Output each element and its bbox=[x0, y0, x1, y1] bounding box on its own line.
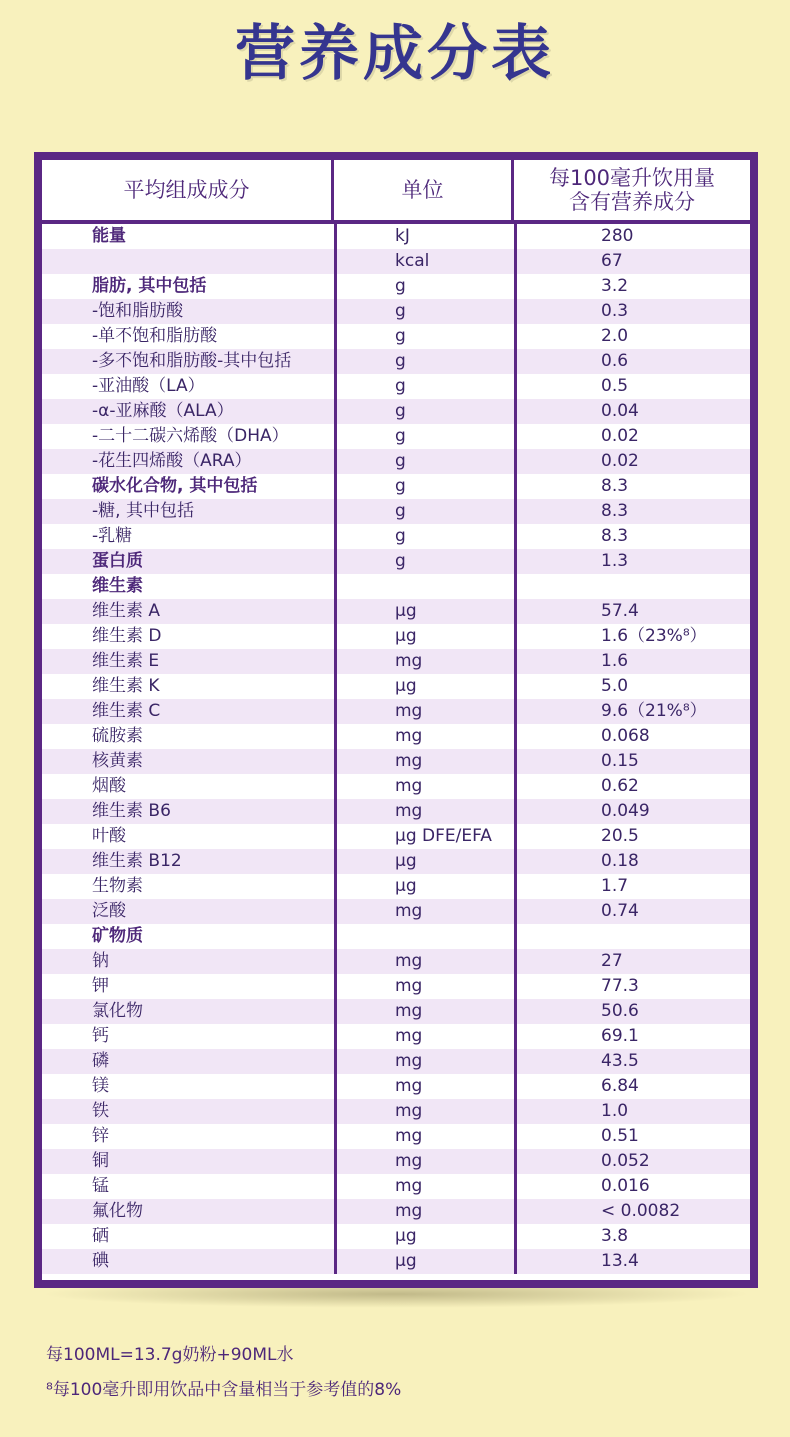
table-row bbox=[42, 499, 750, 524]
header-value-line2: 含有营养成分 bbox=[569, 190, 695, 214]
nutrient-unit: µg DFE/EFA bbox=[334, 824, 514, 849]
header-name: 平均组成成分 bbox=[42, 160, 334, 220]
nutrient-value: 2.0 bbox=[514, 324, 750, 349]
nutrient-name: 碳水化合物, 其中包括 bbox=[92, 476, 258, 496]
nutrient-value: 1.6（23%⁸） bbox=[514, 624, 750, 649]
table-row bbox=[42, 274, 750, 299]
table-row bbox=[42, 799, 750, 824]
table-row bbox=[42, 1049, 750, 1074]
nutrient-name: 锌 bbox=[92, 1126, 109, 1146]
table-row bbox=[42, 1199, 750, 1224]
nutrient-value: 0.6 bbox=[514, 349, 750, 374]
nutrient-value: 0.15 bbox=[514, 749, 750, 774]
nutrient-unit: mg bbox=[334, 999, 514, 1024]
nutrient-name: -乳糖 bbox=[92, 526, 133, 546]
nutrient-name: 维生素 K bbox=[92, 676, 160, 696]
nutrient-name: 磷 bbox=[92, 1051, 109, 1071]
nutrient-value: 280 bbox=[514, 224, 750, 249]
nutrient-unit: g bbox=[334, 399, 514, 424]
nutrient-name: 锰 bbox=[92, 1176, 109, 1196]
nutrient-unit: mg bbox=[334, 1199, 514, 1224]
footnote-reference: ⁸每100毫升即用饮品中含量相当于参考值的8% bbox=[46, 1380, 402, 1400]
nutrient-unit: g bbox=[334, 324, 514, 349]
table-row bbox=[42, 1174, 750, 1199]
nutrient-unit: mg bbox=[334, 774, 514, 799]
nutrient-value: 3.8 bbox=[514, 1224, 750, 1249]
table-row bbox=[42, 1024, 750, 1049]
table-row bbox=[42, 324, 750, 349]
table-row bbox=[42, 749, 750, 774]
nutrient-unit: mg bbox=[334, 749, 514, 774]
table-row bbox=[42, 299, 750, 324]
nutrient-value bbox=[514, 924, 750, 949]
table-row bbox=[42, 374, 750, 399]
nutrient-unit: g bbox=[334, 449, 514, 474]
table-body bbox=[42, 224, 750, 1274]
nutrient-value: 9.6（21%⁸） bbox=[514, 699, 750, 724]
nutrient-name: 硫胺素 bbox=[92, 726, 143, 746]
table-row bbox=[42, 524, 750, 549]
nutrient-name: -花生四烯酸（ARA） bbox=[92, 451, 252, 471]
table-row bbox=[42, 424, 750, 449]
table-row bbox=[42, 549, 750, 574]
nutrient-unit: mg bbox=[334, 1174, 514, 1199]
nutrient-value: 57.4 bbox=[514, 599, 750, 624]
nutrient-name: 铁 bbox=[92, 1101, 109, 1121]
nutrient-value: 0.02 bbox=[514, 449, 750, 474]
nutrient-value: 1.6 bbox=[514, 649, 750, 674]
nutrient-name: 氟化物 bbox=[92, 1201, 143, 1221]
nutrient-unit bbox=[334, 574, 514, 599]
nutrient-name: 镁 bbox=[92, 1076, 109, 1096]
table-row bbox=[42, 849, 750, 874]
nutrient-value bbox=[514, 574, 750, 599]
nutrient-unit: mg bbox=[334, 1024, 514, 1049]
nutrient-name: 叶酸 bbox=[92, 826, 126, 846]
table-row bbox=[42, 924, 750, 949]
table-row bbox=[42, 1074, 750, 1099]
table-row bbox=[42, 774, 750, 799]
nutrient-unit: mg bbox=[334, 949, 514, 974]
table-row bbox=[42, 1099, 750, 1124]
nutrient-unit: kJ bbox=[334, 224, 514, 249]
nutrient-unit: mg bbox=[334, 1049, 514, 1074]
nutrient-name: 维生素 A bbox=[92, 601, 161, 621]
nutrient-name: -二十二碳六烯酸（DHA） bbox=[92, 426, 289, 446]
nutrient-value: < 0.0082 bbox=[514, 1199, 750, 1224]
nutrient-value: 0.049 bbox=[514, 799, 750, 824]
nutrient-value: 0.016 bbox=[514, 1174, 750, 1199]
nutrient-unit: mg bbox=[334, 1099, 514, 1124]
nutrient-value: 1.0 bbox=[514, 1099, 750, 1124]
nutrient-unit: g bbox=[334, 349, 514, 374]
table-row bbox=[42, 1224, 750, 1249]
nutrient-value: 20.5 bbox=[514, 824, 750, 849]
nutrient-unit: g bbox=[334, 524, 514, 549]
nutrient-unit: µg bbox=[334, 624, 514, 649]
header-value bbox=[514, 160, 750, 220]
nutrient-name: 硒 bbox=[92, 1226, 109, 1246]
nutrient-value: 8.3 bbox=[514, 524, 750, 549]
header-unit: 单位 bbox=[334, 160, 514, 220]
nutrient-value: 0.04 bbox=[514, 399, 750, 424]
nutrient-name: 维生素 bbox=[92, 576, 143, 596]
nutrient-name: -α-亚麻酸（ALA） bbox=[92, 401, 234, 421]
nutrient-value: 0.62 bbox=[514, 774, 750, 799]
table-row bbox=[42, 449, 750, 474]
nutrient-value: 50.6 bbox=[514, 999, 750, 1024]
nutrient-unit: mg bbox=[334, 799, 514, 824]
nutrient-name: 维生素 B6 bbox=[92, 801, 171, 821]
header-value-line1: 每100毫升饮用量 bbox=[548, 166, 716, 190]
nutrient-value: 27 bbox=[514, 949, 750, 974]
nutrient-unit: g bbox=[334, 374, 514, 399]
nutrient-name: 维生素 D bbox=[92, 626, 162, 646]
table-row bbox=[42, 1149, 750, 1174]
table-row bbox=[42, 699, 750, 724]
nutrient-name: 碘 bbox=[92, 1251, 109, 1271]
nutrient-name: 脂肪, 其中包括 bbox=[92, 276, 207, 296]
table-row bbox=[42, 899, 750, 924]
nutrient-value: 43.5 bbox=[514, 1049, 750, 1074]
nutrient-unit: g bbox=[334, 274, 514, 299]
nutrient-value: 0.5 bbox=[514, 374, 750, 399]
table-header bbox=[42, 160, 750, 224]
nutrient-unit: g bbox=[334, 424, 514, 449]
table-row bbox=[42, 349, 750, 374]
table-row bbox=[42, 949, 750, 974]
nutrient-value: 13.4 bbox=[514, 1249, 750, 1274]
nutrient-value: 0.18 bbox=[514, 849, 750, 874]
nutrient-unit: g bbox=[334, 474, 514, 499]
nutrient-value: 5.0 bbox=[514, 674, 750, 699]
nutrient-unit: kcal bbox=[334, 249, 514, 274]
nutrition-table-frame bbox=[34, 152, 758, 1288]
table-row bbox=[42, 624, 750, 649]
nutrient-value: 77.3 bbox=[514, 974, 750, 999]
nutrient-name bbox=[42, 249, 334, 274]
nutrient-name: 烟酸 bbox=[92, 776, 126, 796]
nutrient-value: 3.2 bbox=[514, 274, 750, 299]
nutrient-name: 钙 bbox=[92, 1026, 109, 1046]
table-row bbox=[42, 874, 750, 899]
nutrient-value: 0.51 bbox=[514, 1124, 750, 1149]
nutrient-name: -亚油酸（LA） bbox=[92, 376, 205, 396]
nutrient-name: 泛酸 bbox=[92, 901, 126, 921]
nutrient-value: 69.1 bbox=[514, 1024, 750, 1049]
nutrient-unit: mg bbox=[334, 724, 514, 749]
nutrient-value: 0.052 bbox=[514, 1149, 750, 1174]
table-row bbox=[42, 399, 750, 424]
nutrient-unit: µg bbox=[334, 874, 514, 899]
nutrient-unit: mg bbox=[334, 1074, 514, 1099]
nutrition-table bbox=[42, 160, 750, 1280]
nutrient-unit: g bbox=[334, 299, 514, 324]
nutrient-unit: µg bbox=[334, 599, 514, 624]
nutrient-name: -饱和脂肪酸 bbox=[92, 301, 184, 321]
nutrient-value: 67 bbox=[514, 249, 750, 274]
nutrient-name: -糖, 其中包括 bbox=[92, 501, 194, 521]
nutrient-name: 维生素 E bbox=[92, 651, 160, 671]
nutrient-value: 6.84 bbox=[514, 1074, 750, 1099]
nutrient-unit: mg bbox=[334, 899, 514, 924]
nutrient-value: 0.74 bbox=[514, 899, 750, 924]
nutrient-name: 钾 bbox=[92, 976, 109, 996]
table-row bbox=[42, 574, 750, 599]
nutrient-name: 核黄素 bbox=[92, 751, 143, 771]
table-row bbox=[42, 674, 750, 699]
table-row bbox=[42, 724, 750, 749]
nutrient-unit: µg bbox=[334, 1224, 514, 1249]
table-row bbox=[42, 1124, 750, 1149]
nutrient-name: 维生素 B12 bbox=[92, 851, 182, 871]
nutrient-name: -单不饱和脂肪酸 bbox=[92, 326, 218, 346]
nutrient-name: 维生素 C bbox=[92, 701, 161, 721]
nutrient-value: 8.3 bbox=[514, 474, 750, 499]
nutrient-unit: mg bbox=[334, 1149, 514, 1174]
nutrient-unit: g bbox=[334, 499, 514, 524]
page-title: 营养成分表 bbox=[235, 19, 555, 89]
table-row bbox=[42, 224, 750, 249]
table-row bbox=[42, 824, 750, 849]
table-row bbox=[42, 1249, 750, 1274]
nutrient-unit bbox=[334, 924, 514, 949]
nutrient-unit: mg bbox=[334, 649, 514, 674]
nutrient-value: 8.3 bbox=[514, 499, 750, 524]
nutrient-value: 1.3 bbox=[514, 549, 750, 574]
nutrient-name: 蛋白质 bbox=[92, 551, 143, 571]
nutrient-unit: g bbox=[334, 549, 514, 574]
nutrient-value: 1.7 bbox=[514, 874, 750, 899]
table-row bbox=[42, 649, 750, 674]
nutrient-name: 能量 bbox=[92, 226, 126, 246]
table-row bbox=[42, 999, 750, 1024]
nutrient-name: 铜 bbox=[92, 1151, 109, 1171]
nutrient-name: 矿物质 bbox=[92, 926, 143, 946]
nutrient-unit: mg bbox=[334, 699, 514, 724]
nutrient-unit: µg bbox=[334, 849, 514, 874]
nutrient-value: 0.068 bbox=[514, 724, 750, 749]
nutrient-unit: µg bbox=[334, 674, 514, 699]
nutrient-value: 0.3 bbox=[514, 299, 750, 324]
nutrient-name: 钠 bbox=[92, 951, 109, 971]
nutrient-name: -多不饱和脂肪酸-其中包括 bbox=[92, 351, 292, 371]
nutrient-unit: µg bbox=[334, 1249, 514, 1274]
nutrient-name: 氯化物 bbox=[92, 1001, 143, 1021]
table-row bbox=[42, 249, 750, 274]
table-row bbox=[42, 974, 750, 999]
footnote-mixing: 每100ML=13.7g奶粉+90ML水 bbox=[46, 1345, 294, 1365]
table-row bbox=[42, 474, 750, 499]
table-row bbox=[42, 599, 750, 624]
nutrient-unit: mg bbox=[334, 1124, 514, 1149]
nutrient-value: 0.02 bbox=[514, 424, 750, 449]
nutrient-name: 生物素 bbox=[92, 876, 143, 896]
nutrient-unit: mg bbox=[334, 974, 514, 999]
